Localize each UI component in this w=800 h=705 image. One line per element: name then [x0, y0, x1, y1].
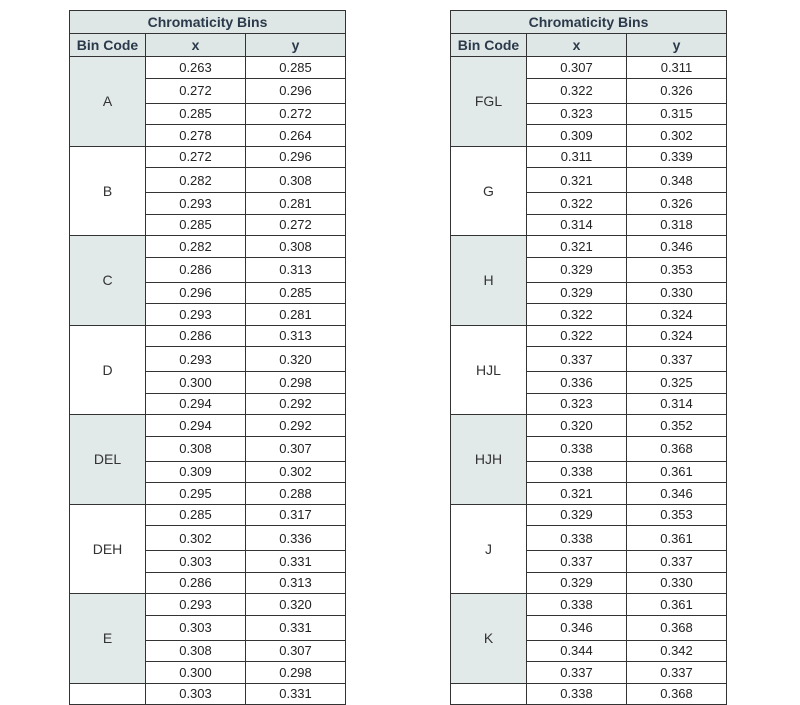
x-value-cell: 0.321: [527, 168, 627, 193]
x-value-cell: 0.309: [146, 461, 246, 483]
y-value-cell: 0.285: [246, 57, 346, 79]
y-value-cell: 0.320: [246, 594, 346, 616]
y-value-cell: 0.368: [627, 615, 727, 640]
x-value-cell: 0.323: [527, 103, 627, 125]
header-y: y: [246, 34, 346, 57]
x-value-cell: 0.303: [146, 683, 246, 705]
x-value-cell: 0.322: [527, 78, 627, 103]
table-body: [70, 57, 346, 705]
y-value-cell: 0.296: [246, 146, 346, 168]
x-value-cell: 0.338: [527, 683, 627, 705]
x-value-cell: 0.285: [146, 103, 246, 125]
x-value-cell: 0.303: [146, 615, 246, 640]
y-value-cell: 0.352: [627, 415, 727, 437]
y-value-cell: 0.324: [627, 304, 727, 326]
x-value-cell: 0.295: [146, 483, 246, 505]
x-value-cell: 0.300: [146, 372, 246, 394]
x-value-cell: 0.320: [527, 415, 627, 437]
y-value-cell: 0.296: [246, 78, 346, 103]
bin-code-cell: C: [70, 236, 146, 326]
table-row: [451, 594, 727, 616]
x-value-cell: 0.302: [146, 526, 246, 551]
y-value-cell: 0.307: [246, 436, 346, 461]
y-value-cell: 0.353: [627, 257, 727, 282]
bin-code-cell: [451, 683, 527, 705]
bin-code-cell: G: [451, 146, 527, 236]
table-row: [70, 683, 346, 705]
table-row: [451, 504, 727, 526]
bin-code-cell: E: [70, 594, 146, 684]
header-y: y: [627, 34, 727, 57]
y-value-cell: 0.331: [246, 615, 346, 640]
x-value-cell: 0.329: [527, 572, 627, 594]
x-value-cell: 0.286: [146, 325, 246, 347]
x-value-cell: 0.322: [527, 193, 627, 215]
x-value-cell: 0.294: [146, 393, 246, 415]
y-value-cell: 0.298: [246, 662, 346, 684]
x-value-cell: 0.309: [527, 125, 627, 147]
x-value-cell: 0.272: [146, 78, 246, 103]
x-value-cell: 0.286: [146, 257, 246, 282]
y-value-cell: 0.337: [627, 551, 727, 573]
y-value-cell: 0.315: [627, 103, 727, 125]
x-value-cell: 0.278: [146, 125, 246, 147]
y-value-cell: 0.298: [246, 372, 346, 394]
x-value-cell: 0.329: [527, 257, 627, 282]
x-value-cell: 0.293: [146, 347, 246, 372]
x-value-cell: 0.285: [146, 214, 246, 236]
x-value-cell: 0.293: [146, 304, 246, 326]
x-value-cell: 0.294: [146, 415, 246, 437]
bin-code-cell: K: [451, 594, 527, 684]
bin-code-cell: J: [451, 504, 527, 594]
x-value-cell: 0.321: [527, 236, 627, 258]
x-value-cell: 0.300: [146, 662, 246, 684]
x-value-cell: 0.308: [146, 436, 246, 461]
y-value-cell: 0.342: [627, 640, 727, 662]
header-bin-code: Bin Code: [70, 34, 146, 57]
x-value-cell: 0.322: [527, 325, 627, 347]
bin-code-cell: D: [70, 325, 146, 415]
y-value-cell: 0.326: [627, 78, 727, 103]
x-value-cell: 0.285: [146, 504, 246, 526]
y-value-cell: 0.272: [246, 214, 346, 236]
header-x: x: [146, 34, 246, 57]
x-value-cell: 0.329: [527, 282, 627, 304]
y-value-cell: 0.307: [246, 640, 346, 662]
x-value-cell: 0.344: [527, 640, 627, 662]
table-title: Chromaticity Bins: [70, 11, 346, 34]
table-row: [451, 325, 727, 347]
chromaticity-table-left: [69, 10, 346, 705]
y-value-cell: 0.285: [246, 282, 346, 304]
y-value-cell: 0.292: [246, 393, 346, 415]
x-value-cell: 0.346: [527, 615, 627, 640]
x-value-cell: 0.314: [527, 214, 627, 236]
table-body: [451, 57, 727, 705]
y-value-cell: 0.337: [627, 662, 727, 684]
x-value-cell: 0.329: [527, 504, 627, 526]
y-value-cell: 0.361: [627, 526, 727, 551]
y-value-cell: 0.313: [246, 572, 346, 594]
y-value-cell: 0.302: [246, 461, 346, 483]
y-value-cell: 0.339: [627, 146, 727, 168]
y-value-cell: 0.330: [627, 572, 727, 594]
y-value-cell: 0.288: [246, 483, 346, 505]
y-value-cell: 0.313: [246, 325, 346, 347]
x-value-cell: 0.338: [527, 461, 627, 483]
y-value-cell: 0.337: [627, 347, 727, 372]
y-value-cell: 0.314: [627, 393, 727, 415]
y-value-cell: 0.348: [627, 168, 727, 193]
y-value-cell: 0.320: [246, 347, 346, 372]
x-value-cell: 0.337: [527, 551, 627, 573]
table-row: [70, 415, 346, 437]
y-value-cell: 0.317: [246, 504, 346, 526]
table-row: [70, 594, 346, 616]
y-value-cell: 0.336: [246, 526, 346, 551]
x-value-cell: 0.282: [146, 168, 246, 193]
y-value-cell: 0.331: [246, 683, 346, 705]
table-row: [70, 236, 346, 258]
y-value-cell: 0.368: [627, 683, 727, 705]
y-value-cell: 0.311: [627, 57, 727, 79]
bin-code-cell: H: [451, 236, 527, 326]
table-row: [451, 415, 727, 437]
bin-code-cell: A: [70, 57, 146, 147]
x-value-cell: 0.311: [527, 146, 627, 168]
x-value-cell: 0.263: [146, 57, 246, 79]
y-value-cell: 0.313: [246, 257, 346, 282]
bin-code-cell: B: [70, 146, 146, 236]
y-value-cell: 0.361: [627, 594, 727, 616]
table-row: [451, 683, 727, 705]
x-value-cell: 0.338: [527, 594, 627, 616]
x-value-cell: 0.337: [527, 347, 627, 372]
x-value-cell: 0.338: [527, 436, 627, 461]
table-row: [451, 236, 727, 258]
y-value-cell: 0.292: [246, 415, 346, 437]
table-row: [451, 146, 727, 168]
y-value-cell: 0.264: [246, 125, 346, 147]
y-value-cell: 0.331: [246, 551, 346, 573]
x-value-cell: 0.308: [146, 640, 246, 662]
table-row: [70, 325, 346, 347]
x-value-cell: 0.272: [146, 146, 246, 168]
table-row: [70, 57, 346, 79]
x-value-cell: 0.282: [146, 236, 246, 258]
header-x: x: [527, 34, 627, 57]
bin-code-cell: DEH: [70, 504, 146, 594]
x-value-cell: 0.338: [527, 526, 627, 551]
y-value-cell: 0.272: [246, 103, 346, 125]
y-value-cell: 0.308: [246, 236, 346, 258]
y-value-cell: 0.330: [627, 282, 727, 304]
x-value-cell: 0.296: [146, 282, 246, 304]
y-value-cell: 0.325: [627, 372, 727, 394]
y-value-cell: 0.361: [627, 461, 727, 483]
y-value-cell: 0.353: [627, 504, 727, 526]
x-value-cell: 0.337: [527, 662, 627, 684]
bin-code-cell: HJL: [451, 325, 527, 415]
bin-code-cell: HJH: [451, 415, 527, 505]
table-row: [451, 57, 727, 79]
y-value-cell: 0.324: [627, 325, 727, 347]
x-value-cell: 0.303: [146, 551, 246, 573]
x-value-cell: 0.323: [527, 393, 627, 415]
x-value-cell: 0.293: [146, 594, 246, 616]
table-row: [70, 504, 346, 526]
x-value-cell: 0.307: [527, 57, 627, 79]
y-value-cell: 0.281: [246, 304, 346, 326]
y-value-cell: 0.281: [246, 193, 346, 215]
x-value-cell: 0.293: [146, 193, 246, 215]
x-value-cell: 0.286: [146, 572, 246, 594]
x-value-cell: 0.322: [527, 304, 627, 326]
x-value-cell: 0.336: [527, 372, 627, 394]
y-value-cell: 0.308: [246, 168, 346, 193]
table-title: Chromaticity Bins: [451, 11, 727, 34]
x-value-cell: 0.321: [527, 483, 627, 505]
y-value-cell: 0.346: [627, 483, 727, 505]
y-value-cell: 0.318: [627, 214, 727, 236]
y-value-cell: 0.368: [627, 436, 727, 461]
chromaticity-table-right: [450, 10, 727, 705]
y-value-cell: 0.326: [627, 193, 727, 215]
bin-code-cell: FGL: [451, 57, 527, 147]
y-value-cell: 0.302: [627, 125, 727, 147]
header-bin-code: Bin Code: [451, 34, 527, 57]
y-value-cell: 0.346: [627, 236, 727, 258]
bin-code-cell: [70, 683, 146, 705]
table-row: [70, 146, 346, 168]
bin-code-cell: DEL: [70, 415, 146, 505]
